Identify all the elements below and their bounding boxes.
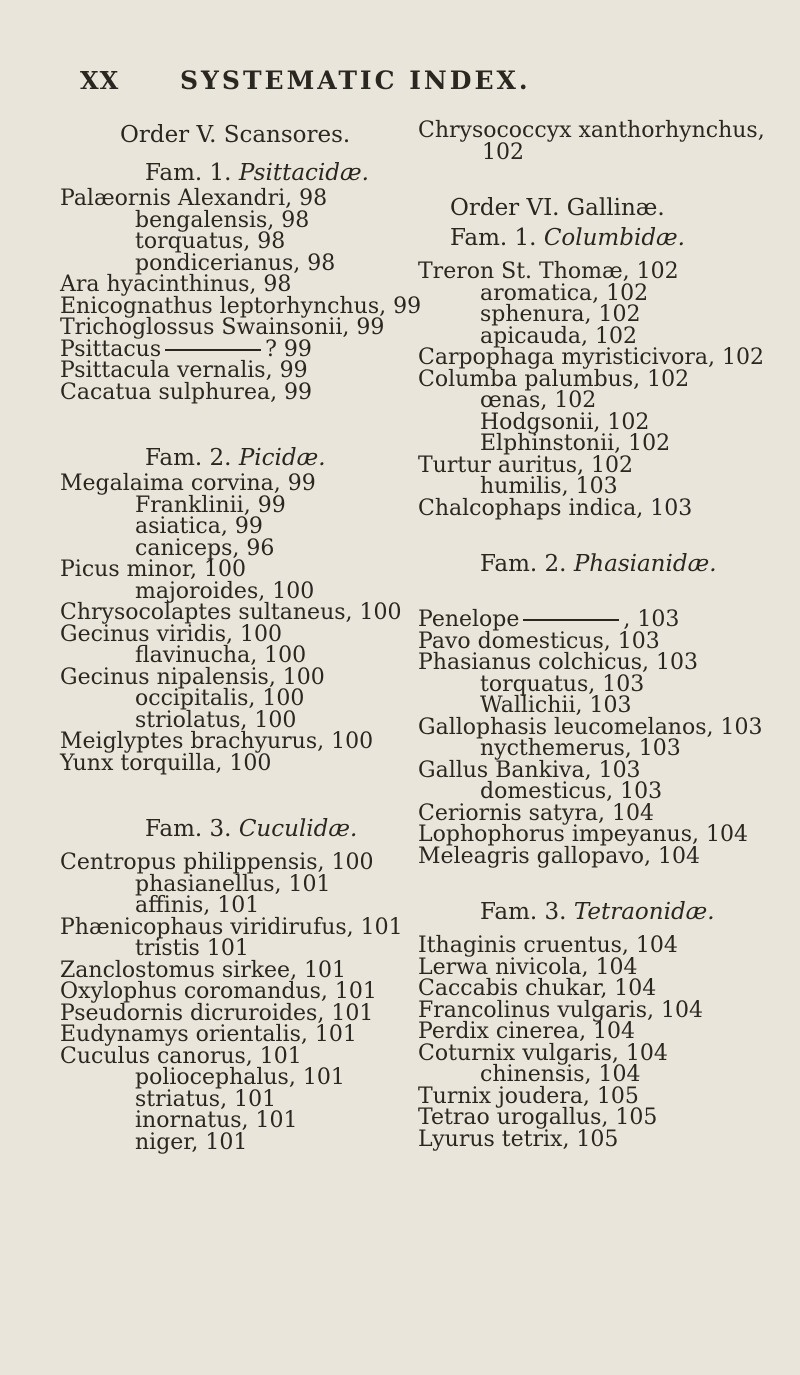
index-entry: Turtur auritus, 102 xyxy=(418,452,633,478)
index-entry: Ara hyacinthinus, 98 xyxy=(60,272,292,297)
index-entry: Picus minor, 100 xyxy=(60,557,247,582)
order-heading xyxy=(418,193,788,223)
index-entry: Tetrao urogallus, 105 xyxy=(418,1105,658,1130)
index-entry: Gecinus nipalensis, 100 xyxy=(60,664,325,690)
index-entry-psittacus xyxy=(60,336,420,362)
family-number: Fam. 2. xyxy=(145,445,232,471)
index-entry: Coturnix vulgaris, 104 xyxy=(418,1040,668,1066)
index-entry: Zanclostomus sirkee, 101 xyxy=(60,957,347,983)
index-entry: Pavo domesticus, 103 xyxy=(418,628,660,654)
index-entry-page: 102 xyxy=(482,139,524,165)
entry-genus: Penelope xyxy=(418,607,520,632)
left-column xyxy=(60,120,420,1153)
index-entry: Meiglyptes brachyurus, 100 xyxy=(60,729,374,754)
index-entry: Perdix cinerea, 104 xyxy=(418,1019,636,1044)
index-entry: Lerwa nivicola, 104 xyxy=(418,954,638,980)
index-entry: apicauda, 102 xyxy=(480,323,638,349)
family-heading xyxy=(60,158,420,188)
index-entry: Pseudornis dicruroides, 101 xyxy=(60,1000,374,1026)
page-header xyxy=(0,66,800,106)
family-number: Fam. 3. xyxy=(145,816,232,842)
entry-page: ? 99 xyxy=(265,336,312,362)
index-entry: striolatus, 100 xyxy=(135,707,297,733)
index-entry: Palæornis Alexandri, 98 xyxy=(60,186,328,211)
index-entry: Carpophaga myristicivora, 102 xyxy=(418,345,765,370)
family-heading xyxy=(60,814,420,844)
index-entry: Chrysococcyx xanthorhynchus, xyxy=(418,118,765,143)
right-column xyxy=(418,120,788,1150)
index-entry: Caccabis chukar, 104 xyxy=(418,976,657,1001)
entry-genus: Psittacus xyxy=(60,336,162,362)
dash-rule xyxy=(165,349,261,351)
order-title: Order V. Scansores. xyxy=(120,122,351,148)
index-entry: Cacatua sulphurea, 99 xyxy=(60,379,313,405)
family-name: Psittacidæ. xyxy=(238,160,369,186)
index-entry: Oxylophus coromandus, 101 xyxy=(60,979,377,1004)
entry-page: , 103 xyxy=(623,607,680,632)
family-name: Picidæ. xyxy=(238,445,326,471)
index-entry: affinis, 101 xyxy=(135,893,260,918)
index-entry: Eudynamys orientalis, 101 xyxy=(60,1022,357,1047)
index-entry: phasianellus, 101 xyxy=(135,871,331,897)
index-entry: Columba palumbus, 102 xyxy=(418,366,690,392)
index-entry: torquatus, 103 xyxy=(480,671,645,697)
index-entry: Treron St. Thomæ, 102 xyxy=(418,259,679,284)
index-entry: Gecinus viridis, 100 xyxy=(60,621,282,647)
family-name: Cuculidæ. xyxy=(238,816,358,842)
index-entry: Phasianus colchicus, 103 xyxy=(418,650,699,675)
dash-rule xyxy=(523,619,619,621)
index-entry: chinensis, 104 xyxy=(480,1062,641,1087)
index-entry: poliocephalus, 101 xyxy=(135,1065,345,1090)
page-number: XX xyxy=(80,66,120,95)
index-entry: Yunx torquilla, 100 xyxy=(60,750,272,776)
family-name: Columbidæ. xyxy=(543,225,685,251)
index-entry: Psittacula vernalis, 99 xyxy=(60,358,308,383)
index-entry: Centropus philippensis, 100 xyxy=(60,850,374,875)
family-number: Fam. 1. xyxy=(145,160,232,186)
index-entry: œnas, 102 xyxy=(480,388,597,413)
index-entry: niger, 101 xyxy=(135,1129,248,1155)
index-entry: caniceps, 96 xyxy=(135,535,275,561)
family-number: Fam. 2. xyxy=(480,551,567,577)
index-entry: Trichoglossus Swainsonii, 99 xyxy=(60,315,385,340)
index-entry: Wallichii, 103 xyxy=(480,693,632,718)
index-entry: nycthemerus, 103 xyxy=(480,736,681,761)
index-entry: Ceriornis satyra, 104 xyxy=(418,800,654,826)
index-entry: Lyurus tetrix, 105 xyxy=(418,1126,619,1152)
index-entry: aromatica, 102 xyxy=(480,280,649,306)
running-title: SYSTEMATIC INDEX. xyxy=(180,66,531,95)
index-entry: Lophophorus impeyanus, 104 xyxy=(418,822,748,847)
index-entry: striatus, 101 xyxy=(135,1086,277,1112)
index-entry: inornatus, 101 xyxy=(135,1108,298,1133)
index-entry: torquatus, 98 xyxy=(135,229,286,254)
family-name: Phasianidæ. xyxy=(573,551,717,577)
family-name: Tetraonidæ. xyxy=(573,899,715,925)
family-heading xyxy=(60,443,420,473)
index-entry: Chalcophaps indica, 103 xyxy=(418,495,693,521)
index-entry: flavinucha, 100 xyxy=(135,643,307,668)
family-heading xyxy=(418,549,788,579)
index-entry: Enicognathus leptorhynchus, 99 xyxy=(60,293,422,319)
family-number: Fam. 1. xyxy=(450,225,537,251)
family-heading xyxy=(418,897,788,927)
index-entry: asiatica, 99 xyxy=(135,514,263,539)
index-entry: Meleagris gallopavo, 104 xyxy=(418,843,701,869)
index-entry: bengalensis, 98 xyxy=(135,207,310,233)
order-heading xyxy=(60,120,420,150)
index-entry: majoroides, 100 xyxy=(135,578,315,604)
index-entry: Gallus Bankiva, 103 xyxy=(418,757,641,783)
index-entry: sphenura, 102 xyxy=(480,302,641,327)
index-entry: Franklinii, 99 xyxy=(135,492,286,518)
index-entry: tristis 101 xyxy=(135,936,249,961)
index-entry: Chrysocolaptes sultaneus, 100 xyxy=(60,600,402,625)
index-entry: domesticus, 103 xyxy=(480,779,663,804)
index-entry: Francolinus vulgaris, 104 xyxy=(418,997,703,1023)
index-entry: pondicerianus, 98 xyxy=(135,250,336,276)
index-entry-penelope xyxy=(418,609,788,631)
index-entry: Ithaginis cruentus, 104 xyxy=(418,933,678,958)
index-entry: Phænicophaus viridirufus, 101 xyxy=(60,914,403,940)
order-title: Order VI. Gallinæ. xyxy=(450,195,665,221)
family-number: Fam. 3. xyxy=(480,899,567,925)
family-heading xyxy=(418,223,788,253)
index-entry: Megalaima corvina, 99 xyxy=(60,471,316,496)
index-entry: Elphinstonii, 102 xyxy=(480,431,671,456)
index-entry: occipitalis, 100 xyxy=(135,686,305,711)
index-entry: Turnix joudera, 105 xyxy=(418,1083,639,1109)
index-entry: humilis, 103 xyxy=(480,474,618,499)
index-entry: Gallophasis leucomelanos, 103 xyxy=(418,714,763,740)
index-entry: Cuculus canorus, 101 xyxy=(60,1043,302,1069)
index-entry: Hodgsonii, 102 xyxy=(480,409,650,435)
